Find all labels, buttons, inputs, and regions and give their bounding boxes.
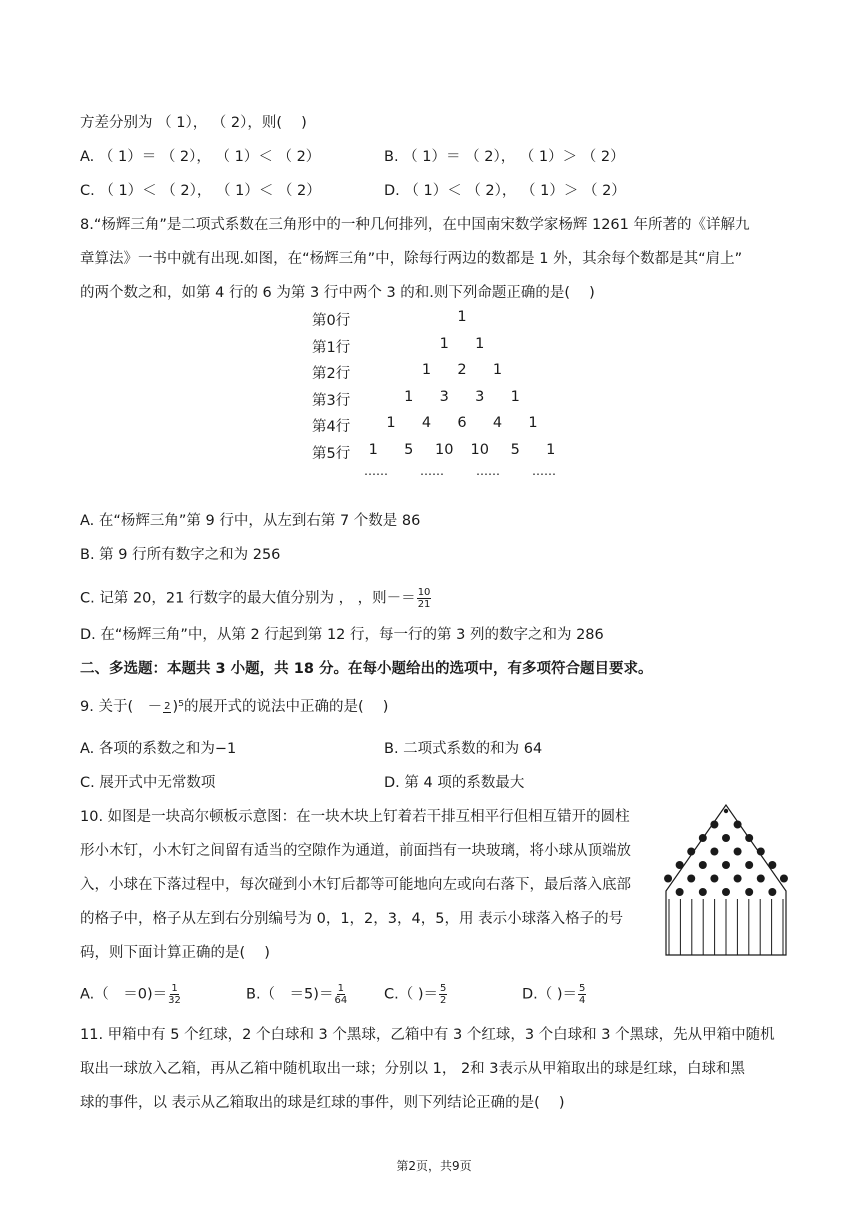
q8-option-c-fraction	[417, 587, 432, 610]
q9-stem	[80, 697, 388, 717]
fraction-numerator: 10	[417, 587, 431, 598]
q7-line1: 方差分别为 （ 1）， （ 2），则( )	[80, 115, 307, 131]
triangle-ellipsis: ……	[420, 464, 444, 478]
q10-option-c-fraction	[439, 983, 447, 1006]
triangle-ellipsis: ……	[476, 464, 500, 478]
triangle-number: 1	[475, 335, 485, 352]
page-footer: 第2页，共9页	[396, 1159, 472, 1173]
q10-stem-line4: 的格子中，格子从左到右分别编号为 0，1，2，3，4，5，用 表示小球落入格子的号	[80, 911, 624, 927]
galton-peg	[710, 848, 718, 856]
fraction-numerator: 5	[440, 983, 447, 994]
q10-stem-line2: 形小木钉，小木钉之间留有适当的空隙作为通道，前面挡有一块玻璃，将小球从顶端放	[80, 843, 631, 859]
triangle-number: 3	[475, 388, 485, 405]
q10-option-a-fraction	[168, 983, 181, 1006]
triangle-row	[0, 362, 868, 384]
fraction-denominator: 21	[417, 599, 431, 610]
galton-board-diagram	[664, 803, 788, 959]
q9-option-b: B. 二项式系数的和为 64	[384, 741, 543, 757]
fraction-numerator: 2	[164, 701, 171, 712]
triangle-row-label: 第2行	[312, 366, 351, 382]
q11-stem-line2: 取出一球放入乙箱，再从乙箱中随机取出一球；分别以 1， 2和 3表示从甲箱取出的球是红球，白球和黑	[80, 1061, 745, 1077]
q8-option-a: A. 在“杨辉三角”第 9 行中，从左到右第 7 个数是 86	[80, 513, 421, 529]
q9-stem-pre: 9. 关于( －	[80, 699, 163, 715]
triangle-number: 1	[492, 362, 503, 378]
galton-peg	[757, 848, 765, 856]
q7-option-a: A. （ 1）＝ （ 2）， （ 1）＜ （ 2）	[80, 149, 321, 165]
fraction-denominator: 64	[334, 995, 348, 1006]
triangle-row-label: 第0行	[312, 313, 351, 329]
triangle-row	[0, 389, 868, 411]
q7-option-c: C. （ 1）＜ （ 2）， （ 1）＜ （ 2）	[80, 183, 321, 199]
triangle-number: 1	[457, 309, 467, 325]
galton-peg	[710, 875, 718, 883]
q10-stem-line5: 码，则下面计算正确的是( )	[80, 945, 270, 961]
galton-peg	[722, 888, 730, 896]
galton-peg	[734, 848, 742, 856]
galton-peg	[687, 875, 695, 883]
triangle-number: 1	[404, 388, 414, 405]
triangle-number: 1	[439, 335, 449, 352]
triangle-number: 1	[368, 441, 378, 458]
triangle-number: 1	[528, 415, 538, 431]
triangle-row-label: 第1行	[312, 339, 351, 356]
q9-stem-post: )⁵的展开式的说法中正确的是( )	[172, 699, 389, 715]
galton-peg	[745, 888, 753, 896]
section-heading: 二、多选题：本题共 3 小题，共 18 分。在每小题给出的选项中，有多项符合题目要求。	[80, 661, 653, 677]
triangle-row-label: 第4行	[312, 419, 351, 435]
galton-peg	[724, 809, 728, 813]
fraction-numerator: 1	[337, 983, 344, 994]
q8-stem-line1: 8.“杨辉三角”是二项式系数在三角形中的一种几何排列，在中国南宋数学家杨辉 1261 年所著的《详解九	[80, 217, 750, 233]
q11-stem-line1: 11. 甲箱中有 5 个红球，2 个白球和 3 个黑球，乙箱中有 3 个红球，3 个白球和 3 个黑球，先从甲箱中随机	[80, 1027, 775, 1043]
q9-option-c: C. 展开式中无常数项	[80, 775, 216, 791]
triangle-row-label: 第3行	[312, 392, 351, 409]
galton-peg	[745, 834, 753, 842]
triangle-row	[0, 442, 868, 464]
q8-stem-line3: 的两个数之和，如第 4 行的 6 为第 3 行中两个 3 的和.则下列命题正确的是( )	[80, 285, 595, 301]
q11-stem-line3: 球的事件，以 表示从乙箱取出的球是红球的事件，则下列结论正确的是( )	[80, 1095, 565, 1111]
triangle-number: 2	[457, 362, 467, 378]
q10-option-b	[246, 983, 348, 1006]
triangle-number: 1	[386, 415, 396, 431]
fraction-denominator: 2	[440, 995, 447, 1006]
galton-peg	[722, 861, 730, 869]
triangle-number: 10	[435, 441, 454, 458]
q10-option-b-fraction	[334, 983, 347, 1006]
q10-option-c	[384, 983, 448, 1006]
fraction-denominator: 4	[579, 995, 586, 1006]
triangle-number: 10	[470, 441, 489, 458]
q10-option-d-text: D.（ )＝	[522, 986, 578, 1003]
q8-option-c	[80, 587, 432, 610]
q10-option-d	[522, 983, 587, 1006]
q8-option-d: D. 在“杨辉三角”中，从第 2 行起到第 12 行，每一行的第 3 列的数字之和为 286	[80, 627, 604, 643]
fraction-numerator: 1	[171, 983, 178, 994]
galton-peg	[757, 875, 765, 883]
triangle-ellipsis: ……	[364, 464, 388, 478]
q10-option-d-fraction	[578, 983, 586, 1006]
galton-peg	[699, 888, 707, 896]
triangle-row	[0, 415, 868, 437]
triangle-ellipsis: ……	[532, 464, 556, 478]
galton-peg	[734, 821, 742, 829]
galton-peg	[699, 861, 707, 869]
triangle-number: 5	[404, 441, 414, 458]
fraction-numerator: 5	[579, 983, 586, 994]
galton-peg	[699, 834, 707, 842]
q10-stem-line3: 入，小球在下落过程中，每次碰到小木钉后都等可能地向左或向右落下，最后落入底部	[80, 877, 631, 893]
galton-peg	[768, 888, 776, 896]
triangle-ellipsis-row	[0, 464, 868, 486]
triangle-number: 1	[421, 362, 432, 378]
triangle-number: 4	[492, 415, 503, 431]
triangle-row	[0, 336, 868, 358]
q10-option-b-text: B.（ ＝5)＝	[246, 986, 334, 1003]
q9-option-a: A. 各项的系数之和为−1	[80, 741, 237, 757]
galton-peg	[710, 821, 718, 829]
q7-option-b: B. （ 1）＝ （ 2）， （ 1）＞ （ 2）	[384, 149, 625, 165]
triangle-number: 6	[457, 415, 467, 431]
triangle-number: 3	[439, 388, 449, 405]
fraction-denominator: 32	[168, 995, 181, 1006]
q10-option-a-text: A.（ ＝0)＝	[80, 986, 168, 1003]
triangle-row-label: 第5行	[312, 445, 351, 462]
galton-peg	[676, 861, 684, 869]
triangle-number: 4	[421, 415, 432, 431]
galton-peg	[722, 834, 730, 842]
galton-peg	[687, 848, 695, 856]
galton-peg	[768, 861, 776, 869]
galton-peg	[745, 861, 753, 869]
triangle-number: 1	[546, 441, 556, 458]
q8-option-b: B. 第 9 行所有数字之和为 256	[80, 547, 281, 563]
q9-option-d: D. 第 4 项的系数最大	[384, 775, 525, 791]
galton-peg	[734, 875, 742, 883]
q7-option-d: D. （ 1）＜ （ 2）， （ 1）＞ （ 2）	[384, 183, 626, 199]
q10-option-a	[80, 983, 182, 1006]
galton-peg	[664, 875, 672, 883]
galton-peg	[780, 875, 788, 883]
q8-option-c-text: C. 记第 20，21 行数字的最大值分别为 ， ，则－＝	[80, 590, 416, 607]
galton-peg	[676, 888, 684, 896]
triangle-number: 1	[510, 388, 520, 405]
q9-fraction	[163, 701, 171, 713]
q8-stem-line2: 章算法》一书中就有出现.如图，在“杨辉三角”中，除每行两边的数都是 1 外，其余每个数都是其“肩上”	[80, 251, 743, 267]
triangle-row	[0, 309, 868, 331]
q10-stem-line1: 10. 如图是一块高尔顿板示意图：在一块木块上钉着若干排互相平行但相互错开的圆柱	[80, 809, 630, 825]
triangle-number: 5	[510, 441, 520, 458]
q10-option-c-text: C.（ )＝	[384, 986, 438, 1003]
